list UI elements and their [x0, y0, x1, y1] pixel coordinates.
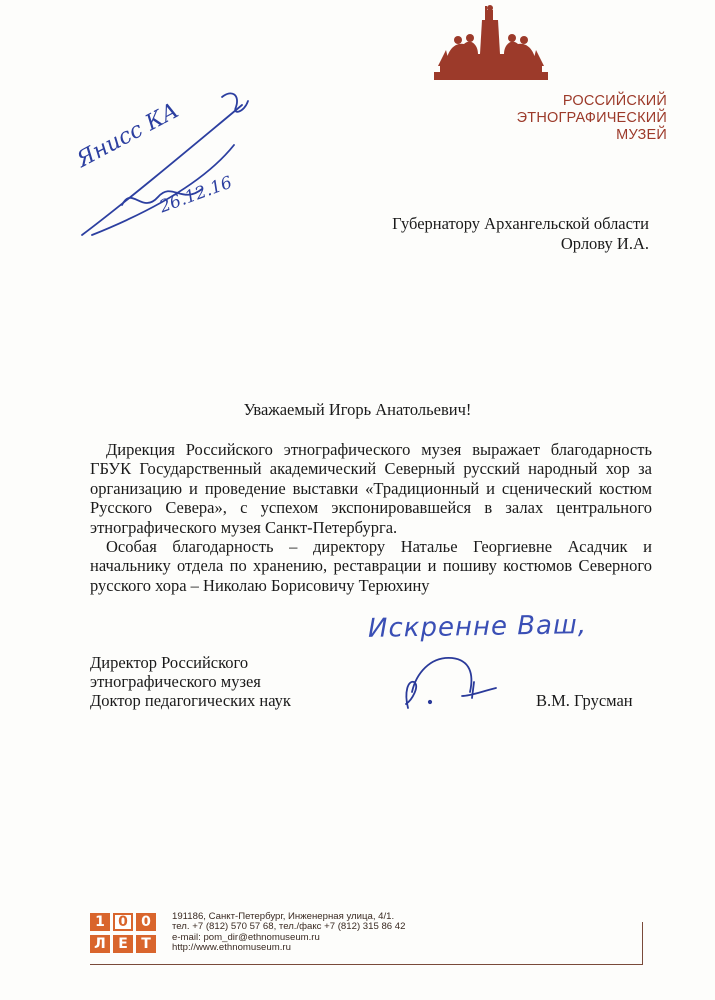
logo-cell-4: Л — [90, 935, 110, 953]
logo-cell-5: Е — [113, 935, 133, 953]
signature-icon — [400, 652, 500, 716]
position-line-2: этнографического музея — [90, 672, 261, 691]
body-paragraph-2: Особая благодарность – директору Наталье Георгиевне Асадчик и начальнику отдела по хранению, реставрации и пошиву костюмов Северного русского хора – Николаю Борисовичу Терюхину — [90, 537, 652, 595]
addressee-title: Губернатору Архангельской области — [392, 214, 649, 233]
logo-cell-1: 1 — [90, 913, 110, 931]
museum-logo-icon — [432, 4, 550, 82]
position-line-3: Доктор педагогических наук — [90, 691, 291, 710]
signatory-position — [90, 653, 291, 710]
footer-phone: тел. +7 (812) 570 57 68, тел./факс +7 (812) 315 86 42 — [172, 921, 406, 933]
handwritten-closing: Искренне Ваш, — [367, 610, 588, 644]
footer-address: 191186, Санкт-Петербург, Инженерная улица, 4/1. — [172, 911, 395, 922]
museum-name-line-3: МУЗЕЙ — [616, 127, 667, 143]
signer-name: В.М. Грусман — [536, 691, 633, 710]
resolution-date: 26.12.16 — [156, 172, 235, 218]
footer-divider-horizontal — [90, 964, 643, 965]
resolution-note: Янисс КА — [72, 98, 184, 173]
letter-body — [90, 440, 652, 595]
handwritten-resolution — [62, 85, 272, 245]
footer-divider-vertical — [642, 922, 643, 964]
footer-contacts — [172, 912, 405, 954]
footer-email: e-mail: pom_dir@ethnomuseum.ru — [172, 931, 320, 943]
museum-name — [517, 93, 667, 144]
addressee-block — [392, 214, 649, 254]
salutation: Уважаемый Игорь Анатольевич! — [243, 400, 472, 419]
addressee-name: Орлову И.А. — [560, 234, 649, 253]
logo-cell-3: 0 — [136, 913, 156, 931]
body-paragraph-1: Дирекция Российского этнографического музея выражает благодарность ГБУК Государственный академический Северный русский народный хор за организацию и проведение выставки «Традиционный и сценический костюм Русского Севера», с успехом экспонировавшейся в залах центрального этнографического музея Санкт-Петербурга. — [90, 440, 652, 537]
museum-name-line-1: РОССИЙСКИЙ — [562, 93, 667, 109]
logo-cell-2: 0 — [113, 913, 133, 931]
logo-cell-6: Т — [136, 935, 156, 953]
anniversary-logo-icon — [90, 913, 157, 956]
museum-name-line-2: ЭТНОГРАФИЧЕСКИЙ — [516, 110, 667, 126]
position-line-1: Директор Российского — [90, 653, 249, 672]
footer-website: http://www.ethnomuseum.ru — [172, 942, 291, 954]
